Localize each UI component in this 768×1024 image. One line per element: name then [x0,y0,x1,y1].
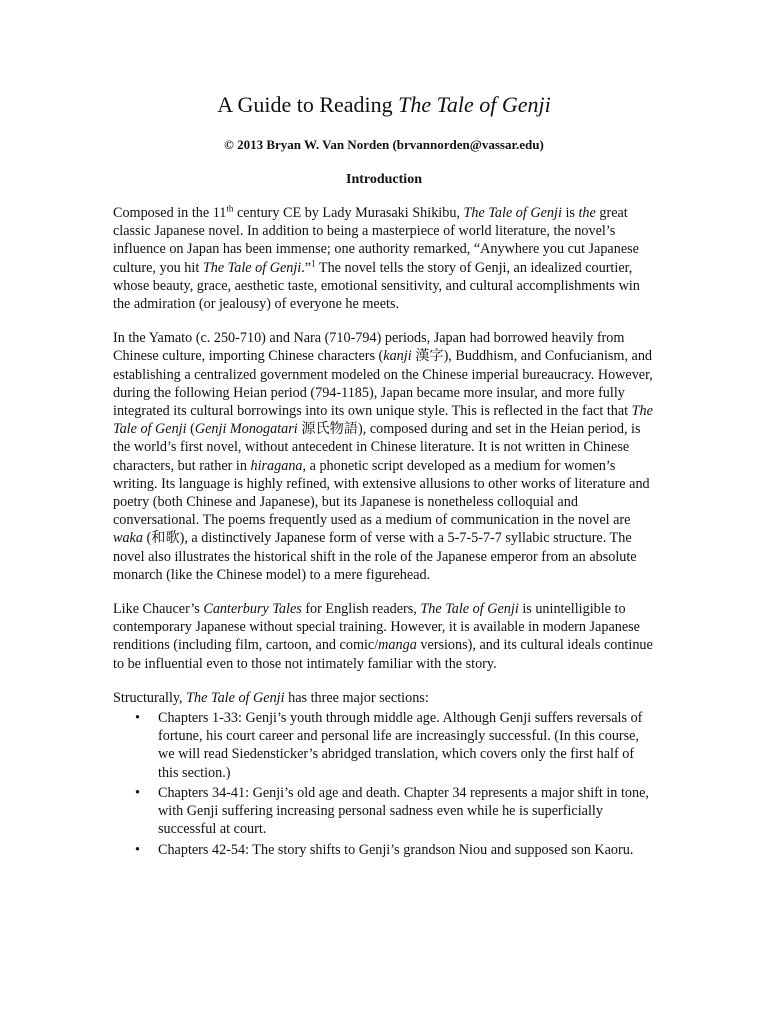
text: Composed in the 11 [113,205,227,221]
text: ( [186,421,195,438]
list-item [113,784,658,839]
list-item [113,841,658,859]
text: (和歌), a distinctively Japanese form of verse with a 5-7-5-7-7 syllabic structure. The novel also illustrates the historical shift in the role of the Japanese emperor from an absolute monarch (like the Chinese model) to a mere figurehead. [113,530,637,583]
bullet-icon: • [135,784,140,801]
text: 漢字), Buddhism, and Confucianism, and establishing a centralized government modeled on the Chinese imperial bureaucracy. However, during the following Heian period (794-1185), Japan became more insular, and more fully integrated its cultural borrowings into its own unique style. This is reflected in the fact that [113,348,653,420]
title-italic: The Tale of Genji [398,92,551,117]
text: is unintelligible to contemporary Japanese without special training. However, it is available in modern Japanese renditions (including film, cartoon, and comic/ [113,601,640,654]
paragraph-4 [113,689,658,707]
italic-text: The Tale of Genji [202,259,302,276]
text: is [561,205,579,221]
italic-text: hiragana [250,457,303,474]
list-item-text: Chapters 34-41: Genji’s old age and death. Chapter 34 represents a major shift in tone, with Genji suffering increasing personal sadness even while he is superficially successful at court. [158,784,649,838]
text: , a phonetic script developed as a medium for women’s writing. Its language is highly refined, with extensive allusions to other works of literature and poetry (both Chinese and Japanese), but its Japanese is nonetheless colloquial and conversational. The poems frequently used as a medium of communication in the novel are [113,457,650,529]
italic-text: manga [378,637,417,654]
text: Like Chaucer’s [113,601,204,618]
italic-text: the [578,205,596,221]
list-item-text: Chapters 42-54: The story shifts to Genji’s grandson Niou and supposed son Kaoru. [158,841,634,858]
paragraph-1 [113,204,658,313]
text: great classic Japanese novel. In addition to being a masterpiece of world literature, the novel’s influence on Japan has been immense; one authority remarked, “Anywhere you cut Japanese culture, you hit [113,205,639,276]
italic-text: The Tale of Genji [463,205,562,221]
text: has three major sections: [284,689,429,706]
italic-text: Genji Monogatari [194,421,298,438]
italic-text: kanji [383,348,412,365]
paragraph-2 [113,329,658,584]
list-item [113,709,658,782]
text: 源氏物語), composed during and set in the Heian period, is the world’s first novel, without antecedent in Chinese literature. It is not written in Chinese characters, but rather in [113,421,641,474]
text: versions), and its cultural ideals continue to be influential even to those not intimately familiar with the story. [113,637,653,672]
section-heading: Introduction [346,172,422,187]
italic-text: Canterbury Tales [203,601,302,618]
list-item-text: Chapters 1-33: Genji’s youth through middle age. Although Genji suffers reversals of fortune, his court career and personal life are increasingly successful. (In this course, we will read Siedensticker’s abridged translation, which covers only the first half of this section.) [158,710,643,781]
footnote-ref[interactable]: 1 [311,257,316,268]
document-title [0,90,768,120]
text: The novel tells the story of Genji, an idealized courtier, whose beauty, grace, aesthetic taste, emotional sensitivity, and cultural accomplishments win the admiration (or jealousy) of everyone he meets. [113,259,640,313]
text: .” [301,259,312,276]
copyright-line: © 2013 Bryan W. Van Norden (brvannorden@vassar.edu) [224,137,544,152]
text: for English readers, [301,601,421,618]
bullet-icon: • [135,710,140,727]
paragraph-3 [113,600,658,673]
italic-text: The Tale of Genji [420,601,519,618]
bullet-icon: • [135,841,140,858]
superscript: th [226,203,234,214]
text: In the Yamato (c. 250-710) and Nara (710-794) periods, Japan had borrowed heavily from Chinese culture, importing Chinese characters ( [113,330,625,365]
text: Structurally, [113,689,187,706]
italic-text: The Tale of Genji [113,403,653,438]
italic-text: waka [113,530,143,547]
body-text [113,204,658,861]
italic-text: The Tale of Genji [186,689,285,706]
text: century CE by Lady Murasaki Shikibu, [233,205,464,221]
sections-list [113,709,658,859]
title-prefix: A Guide to Reading [217,92,399,117]
